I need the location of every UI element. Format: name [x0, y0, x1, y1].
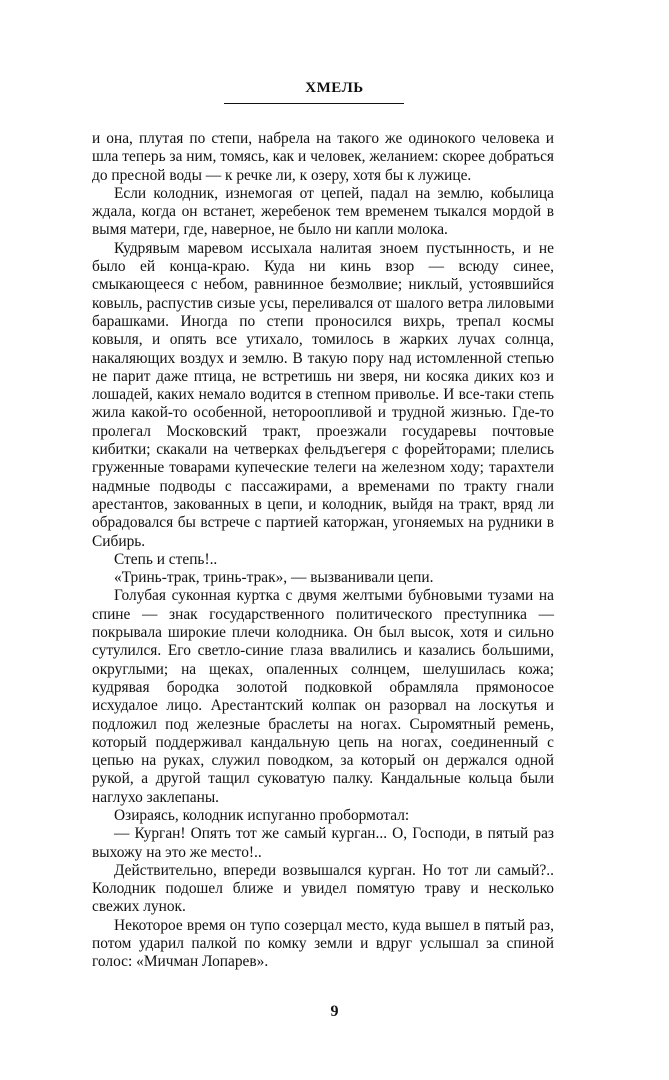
paragraph: — Курган! Опять тот же самый курган... О, Господи, в пятый раз выхожу на это же место!..: [92, 825, 554, 861]
paragraph: Кудрявым маревом иссыхала налитая зноем пустынность, и не было ей конца-краю. Куда ни кинь взор — всюду синее, смыкающееся с небом, равнинное безмолвие; никлый, устоявшийся ковыль, распустив сизые усы, переливался от шалого ветра лиловыми барашками. Иногда по степи проносился вихрь, трепал космы ковыля, и опять все утихало, томилось в жарких лучах солнца, накаляющих воздух и землю. В такую пору над истомленной степью не парит даже птица, не встретишь ни зверя, ни косяка диких коз и лошадей, каких немало водится в степном приволье. И все-таки степь жила какой-то особенной, нетороопливой и трудной жизнью. Где-то пролегал Московский тракт, проезжали государевы почтовые кибитки; скакали на четверках фельдъегеря с форейторами; плелись груженные товарами купеческие телеги на железном ходу; тарахтели надмные подводы с пассажирами, а временами по тракту гнали арестантов, закованных в цепи, и колодник, выйдя на тракт, вряд ли обрадовался бы встрече с партией каторжан, угоняемых на рудники в Сибирь.: [92, 239, 554, 550]
header-rule: [224, 103, 404, 104]
body-text: [92, 130, 554, 972]
paragraph: Если колодник, изнемогая от цепей, падал на землю, кобылица ждала, когда он встанет, жеребенок тем временем тыкался мордой в вымя матери, где, наверное, не было ни капли молока.: [92, 184, 554, 239]
page-number: 9: [330, 1003, 339, 1020]
paragraph: Голубая суконная куртка с двумя желтыми бубновыми тузами на спине — знак государственного политического преступника — покрывала широкие плечи колодника. Он был высок, хотя и сильно сутулился. Его светло-синие глаза ввалились и казались большими, округлыми; на щеках, опаленных солнцем, шелушилась кожа; кудрявая бородка золотой подковкой обрамляла прямоносое исхудалое лицо. Арестантский колпак он разорвал на лоскутья и подложил под железные браслеты на ногах. Сыромятный ремень, который поддерживал кандальную цепь на ногах, соединенный с цепью на руках, служил поводком, за который он держался одной рукой, а другой тащил суковатую палку. Кандальные кольца были наглухо заклепаны.: [92, 587, 554, 806]
paragraph: «Тринь-трак, тринь-трак», — вызванивали цепи.: [114, 569, 434, 587]
paragraph: Степь и степь!..: [114, 550, 218, 568]
paragraph: Озираясь, колодник испуганно пробормотал:: [114, 806, 410, 824]
paragraph: Действительно, впереди возвышался курган. Но тот ли самый?.. Колодник подошел ближе и увидел помятую траву и несколько свежих лунок.: [92, 861, 554, 916]
paragraph: Некоторое время он тупо созерцал место, куда вышел в пятый раз, потом ударил палкой по комку земли и вдруг услышал за спиной голос: «Мичман Лопарев».: [92, 916, 554, 971]
paragraph: и она, плутая по степи, набрела на такого же одинокого человека и шла теперь за ним, томясь, как и человек, желанием: скорее добраться до пресной воды — к речке ли, к озеру, хотя бы к лужице.: [92, 130, 554, 184]
running-title: ХМЕЛЬ: [305, 80, 364, 96]
